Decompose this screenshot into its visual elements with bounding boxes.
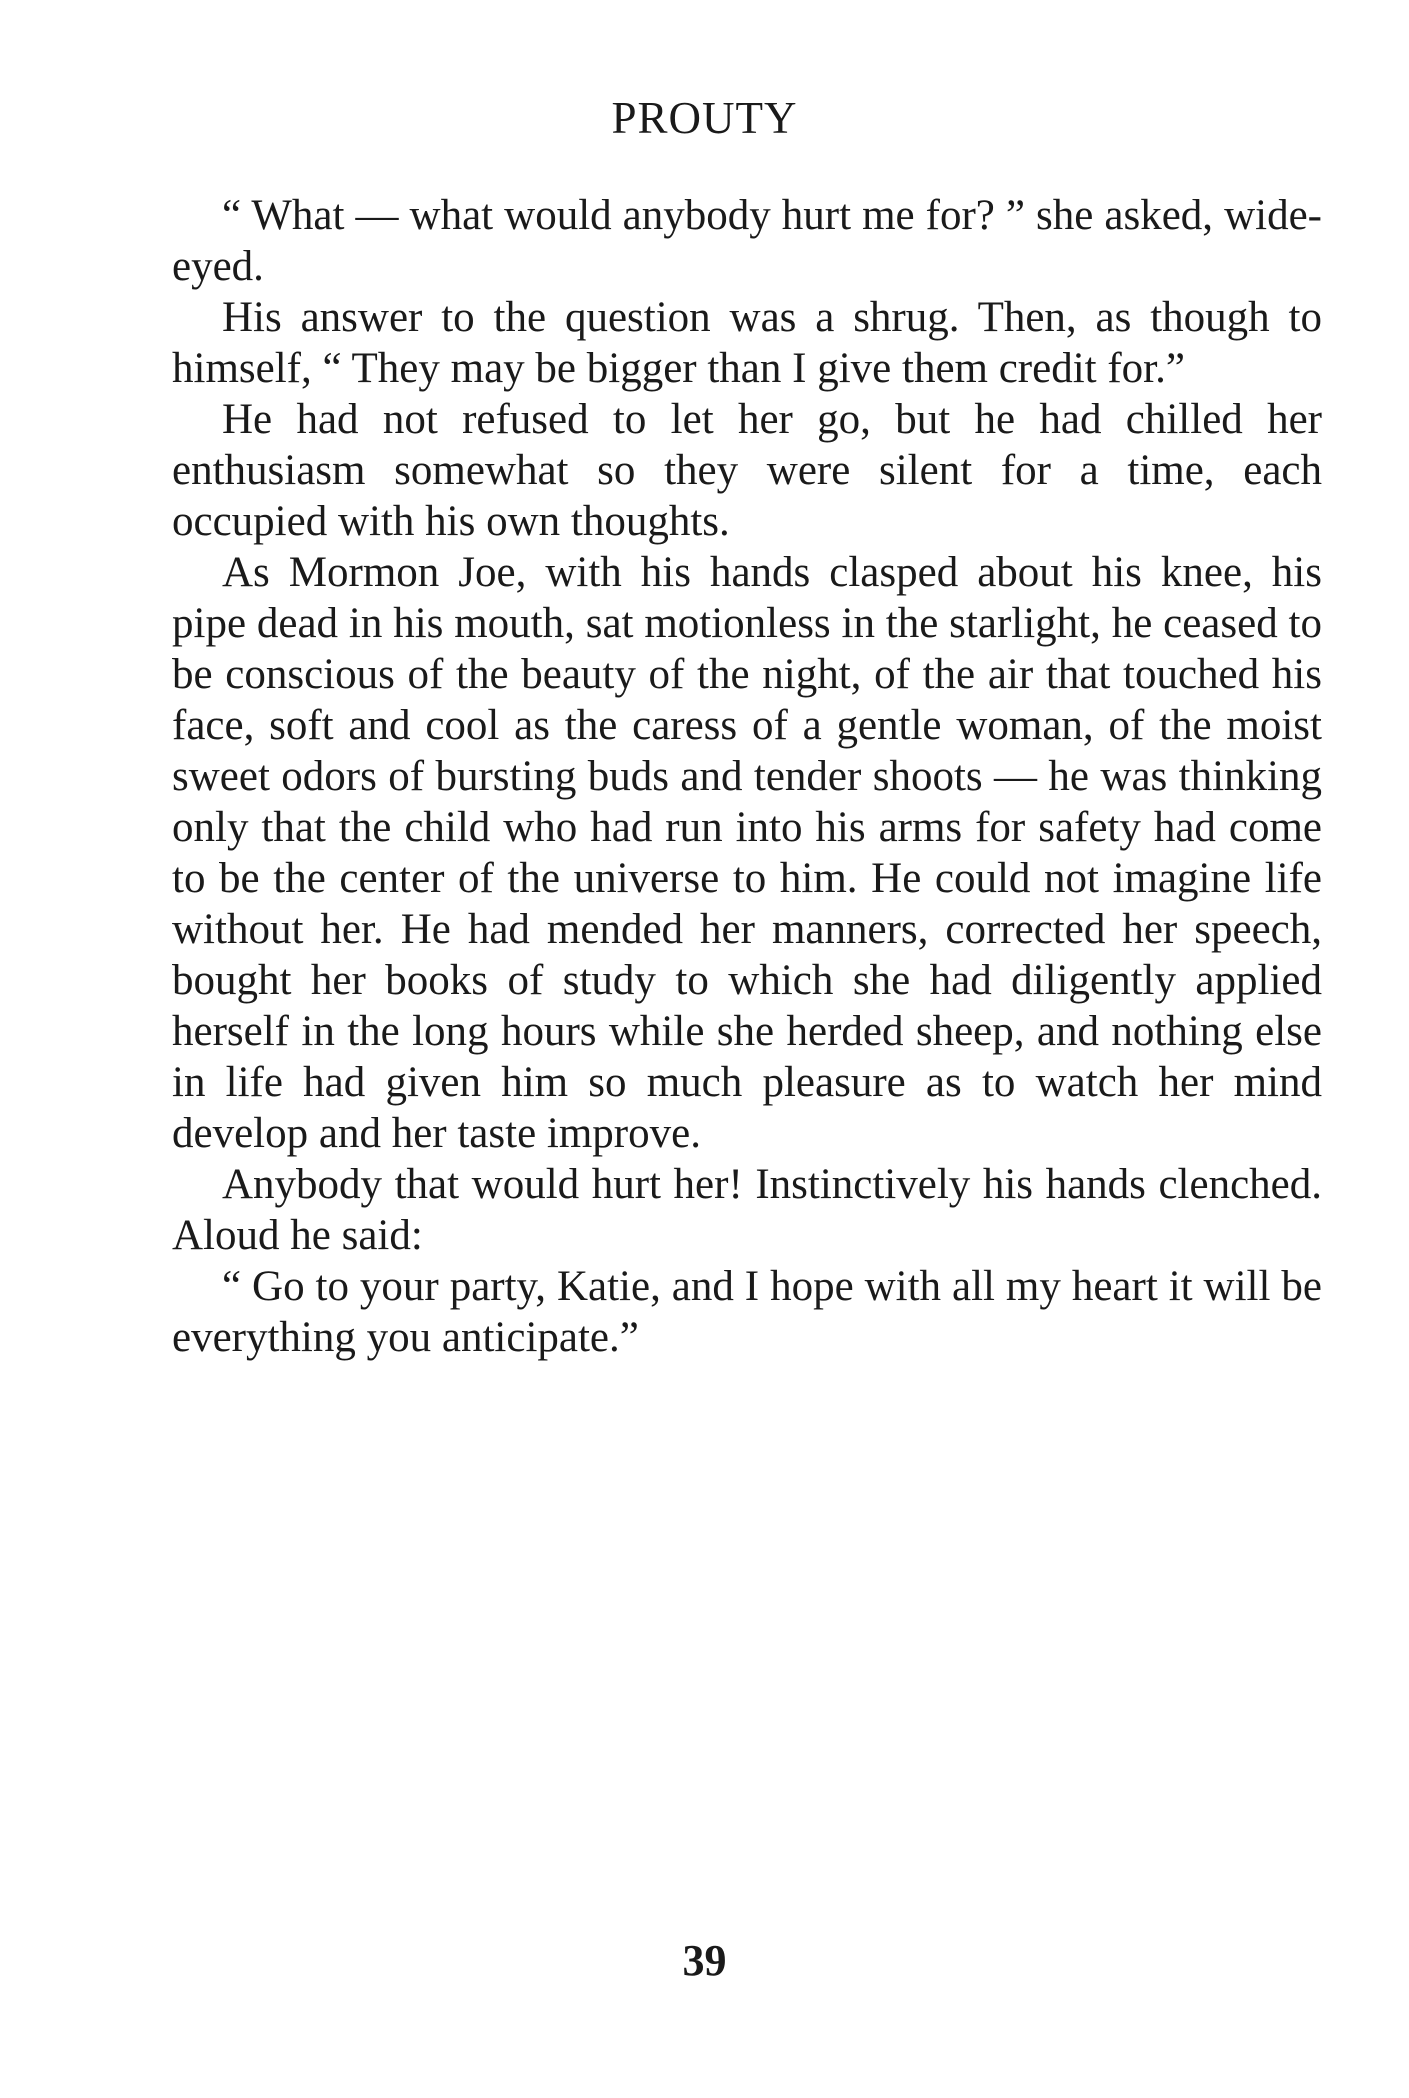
paragraph: He had not refused to let her go, but he had chilled her enthusiasm somewhat so they were silent for a time, each occupied with his own thoughts. — [172, 396, 1322, 545]
paragraph: His answer to the question was a shrug. Then, as though to himself, “ They may be bigger than I give them credit for.” — [172, 294, 1322, 392]
paragraph: “ Go to your party, Katie, and I hope with all my heart it will be everything you anticipate.” — [172, 1263, 1322, 1361]
page-number: 39 — [682, 1936, 727, 1985]
paragraph: “ What — what would anybody hurt me for? ” she asked, wide-eyed. — [172, 192, 1322, 290]
paragraph: As Mormon Joe, with his hands clasped about his knee, his pipe dead in his mouth, sat motionless in the starlight, he ceased to be conscious of the beauty of the night, of the air that touched his face, soft and cool as the caress of a gentle woman, of the moist sweet odors of bursting buds and tender shoots — he was thinking only that the child who had run into his arms for safety had come to be the center of the universe to him. He could not imagine life without her. He had mended her manners, corrected her speech, bought her books of study to which she had diligently applied herself in the long hours while she herded sheep, and nothing else in life had given him so much pleasure as to watch her mind develop and her taste improve. — [172, 549, 1322, 1157]
body-text — [172, 190, 1322, 1363]
running-head: PROUTY — [611, 93, 798, 143]
paragraph: Anybody that would hurt her! Instinctively his hands clenched. Aloud he said: — [172, 1161, 1322, 1259]
